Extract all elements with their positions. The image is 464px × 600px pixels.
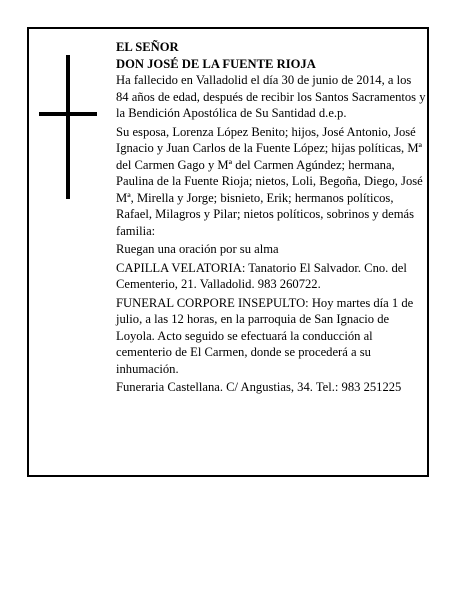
cross-vertical-bar (66, 55, 70, 199)
funeral-info: FUNERAL CORPORE INSEPULTO: Hoy martes día 1 de julio, a las 12 horas, en la parroquia de San Ignacio de Loyola. Acto seguido se efectuará la conducción al cementerio de El Carmen, donde se procederá a su inhumación. (116, 295, 414, 376)
deceased-name: DON JOSÉ DE LA FUENTE RIOJA (116, 56, 316, 71)
cross-horizontal-bar (39, 112, 97, 116)
prayer-request: Ruegan una oración por su alma (116, 242, 279, 256)
notice-text (116, 39, 426, 396)
title-line-1: EL SEÑOR (116, 40, 179, 54)
funeral-home-info: Funeraria Castellana. C/ Angustias, 34. Tel.: 983 251225 (116, 380, 402, 394)
family-list: Su esposa, Lorenza López Benito; hijos, José Antonio, José Ignacio y Juan Carlos de la Fuente López; hijas políticas, Mª del Carmen Gago y Mª del Carmen Agúndez; hermana, Paulina de la Fuente Rioja; nietos, Loli, Begoña, Diego, José Mª, Mirella y Jorge; bisnieto, Erik; hermanos políticos, Rafael, Milagros y Pilar; nietos políticos, sobrinos y demás familia: (116, 124, 423, 238)
obituary-notice (27, 27, 429, 477)
death-announcement: Ha fallecido en Valladolid el día 30 de junio de 2014, a los 84 años de edad, después de recibir los Santos Sacramentos y la Bendición Apostólica de Su Santidad d.e.p. (116, 73, 426, 120)
cross-icon (39, 55, 97, 199)
chapel-info: CAPILLA VELATORIA: Tanatorio El Salvador. Cno. del Cementerio, 21. Valladolid. 983 260722. (116, 260, 407, 291)
